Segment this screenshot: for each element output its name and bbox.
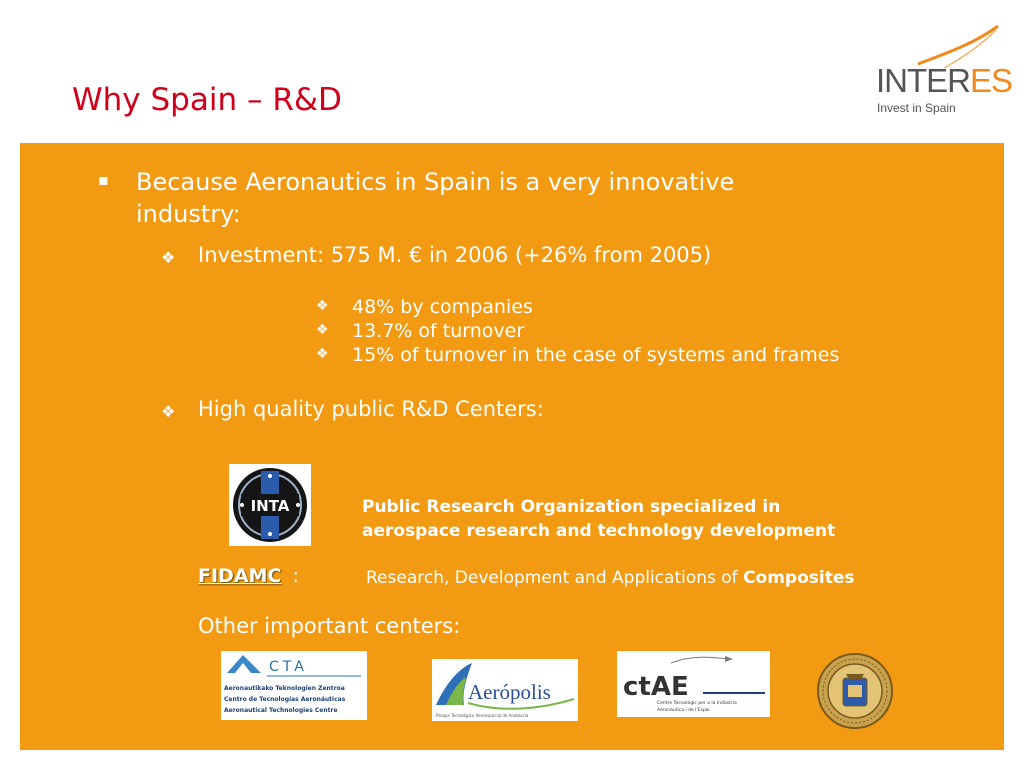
inta-logo-text: INTA (250, 497, 290, 515)
logo-tagline: Invest in Spain (877, 101, 956, 115)
ctae-sub1: Centre Tecnològic per a la Indústria (657, 701, 737, 706)
fidamc-name (198, 565, 299, 587)
interes-logo (874, 24, 1013, 120)
inta-desc-line1: Public Research Organization specialized in (362, 497, 781, 517)
investment-bullet: Investment: 575 M. € in 2006 (+26% from 2005) (198, 243, 712, 267)
aeropolis-logo (432, 659, 578, 721)
detail-item: 13.7% of turnover (352, 320, 525, 342)
ctae-logo (617, 651, 770, 717)
detail-item: 48% by companies (352, 296, 533, 318)
fidamc-desc (366, 568, 855, 588)
fidamc-colon: : (292, 565, 299, 587)
logo-brand (876, 62, 1012, 100)
diamond-bullet-icon: ❖ (316, 298, 329, 314)
cta-line2: Centro de Tecnologías Aeronáuticas (224, 696, 346, 703)
square-bullet-icon: ▪ (98, 170, 109, 189)
university-seal-icon (816, 652, 894, 730)
main-bullet-line2: industry: (136, 200, 241, 228)
slide-title: Why Spain – R&D (72, 82, 342, 118)
fidamc-desc-bold: Composites (743, 568, 855, 588)
cta-line3: Aeronautical Technologies Centre (224, 707, 338, 714)
ctae-sub2: Aeronàutica i de l'Espai (657, 708, 710, 713)
logo-brand-accent: ES (970, 62, 1013, 99)
diamond-bullet-icon: ❖ (316, 346, 329, 362)
diamond-bullet-icon: ❖ (316, 322, 329, 338)
cta-logo (221, 651, 367, 720)
fidamc-desc-prefix: Research, Development and Applications of (366, 568, 744, 588)
other-centers-label: Other important centers: (198, 614, 461, 638)
diamond-bullet-icon: ❖ (161, 402, 176, 421)
cta-logo-graphic (221, 651, 367, 720)
inta-logo (229, 464, 311, 546)
diamond-bullet-icon: ❖ (161, 248, 176, 267)
ctae-logo-graphic (617, 651, 770, 717)
aeropolis-name: Aerópolis (468, 680, 551, 704)
ctae-name: ctAE (623, 672, 689, 702)
cta-line1: Aeronautikako Teknologien Zentroa (224, 685, 345, 692)
fidamc-label: FIDAMC (198, 565, 282, 587)
detail-item: 15% of turnover in the case of systems and frames (352, 344, 840, 366)
logo-brand-main: INTER (876, 62, 970, 99)
aeropolis-logo-graphic (432, 659, 578, 721)
inta-emblem-icon (229, 464, 311, 546)
cta-name: CTA (269, 659, 308, 675)
inta-desc-line2: aerospace research and technology development (362, 521, 836, 541)
centers-bullet: High quality public R&D Centers: (198, 397, 544, 421)
main-bullet-line1: Because Aeronautics in Spain is a very innovative (136, 168, 735, 196)
aeropolis-sub: Parque Tecnológico Aeroespacial de Andalucía (436, 713, 529, 718)
